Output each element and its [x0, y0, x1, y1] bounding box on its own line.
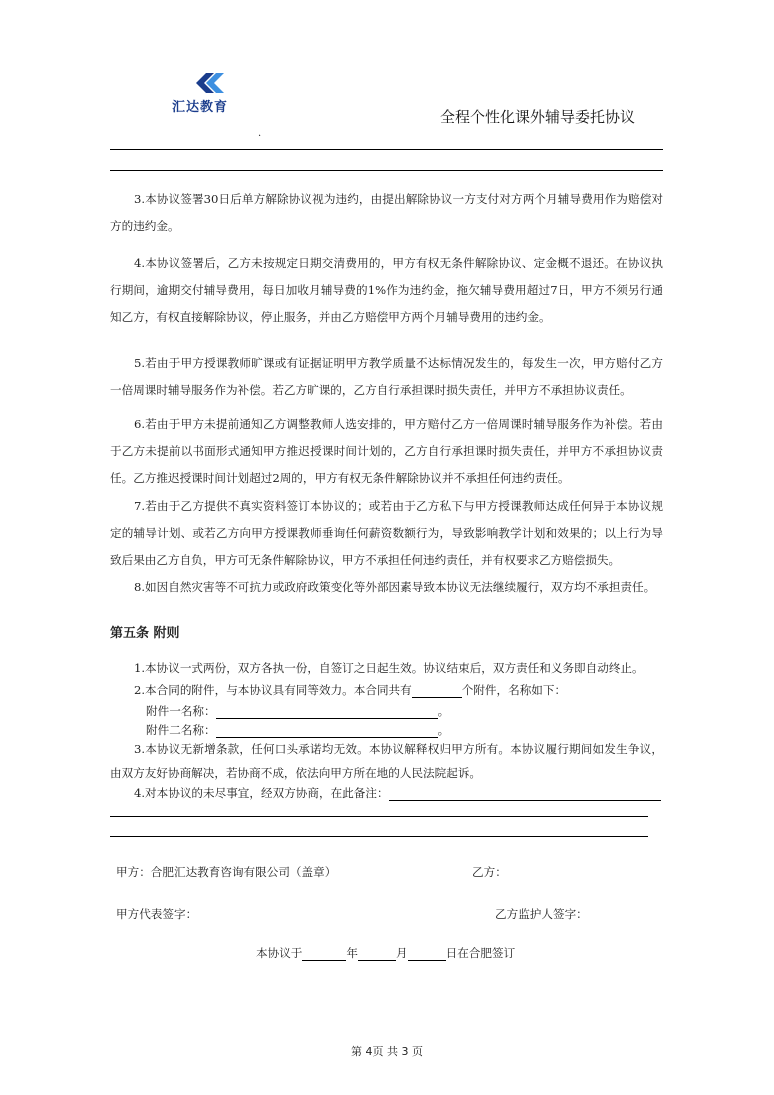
- appendix-item-1: 1.本协议一式两份，双方各执一份，自签订之日起生效。协议结束后，双方责任和义务即自动终止。: [134, 661, 644, 675]
- day-field[interactable]: [408, 947, 446, 961]
- page-number: 第 4页 共 3 页: [351, 1045, 423, 1058]
- attachment-count-field[interactable]: [412, 684, 462, 698]
- document-title: 全程个性化课外辅导委托协议: [440, 108, 636, 126]
- attachment-2-field[interactable]: [216, 724, 438, 738]
- clause-5: 5.若由于甲方授课教师旷课或有证据证明甲方教学质量不达标情况发生的，每发生一次，甲方赔付乙方一倍周课时辅导服务作为补偿。若乙方旷课的，乙方自行承担课时损失责任，并甲方不承担协议责任。: [110, 356, 663, 397]
- logo-text: 汇达教育: [172, 100, 229, 115]
- header-rule-top: [110, 149, 663, 150]
- remarks-line-3[interactable]: [110, 836, 648, 837]
- remarks-line-2[interactable]: [110, 816, 648, 817]
- clause-3: 3.本协议签署30日后单方解除协议视为违约，由提出解除协议一方支付对方两个月辅导费用作为赔偿对方的违约金。: [110, 192, 663, 233]
- party-b-guardian-signature: 乙方监护人签字：: [495, 907, 588, 921]
- party-b-label: 乙方：: [472, 865, 507, 879]
- party-a-label: 甲方：合肥汇达教育咨询有限公司（盖章）: [116, 865, 337, 879]
- header-dot: .: [258, 128, 262, 139]
- month-field[interactable]: [358, 947, 396, 961]
- attachment-2-row: 附件二名称： 。: [146, 723, 450, 737]
- company-logo: [170, 70, 250, 114]
- clause-8: 8.如因自然灾害等不可抗力或政府政策变化等外部因素导致本协议无法继续履行，双方均不承担责任。: [134, 580, 656, 594]
- remarks-field-1[interactable]: [389, 787, 661, 801]
- clause-7: 7.若由于乙方提供不真实资料签订本协议的；或若由于乙方私下与甲方授课教师达成任何异于本协议规定的辅导计划、或若乙方向甲方授课教师垂询任何薪资数额行为，导致影响教学计划和效果的；以上行为导致后果由乙方自负，甲方可无条件解除协议，甲方不承担任何违约责任，并有权要求乙方赔偿损失。: [110, 499, 663, 567]
- party-a-rep-signature: 甲方代表签字：: [116, 907, 198, 921]
- section-heading: 第五条 附则: [110, 626, 180, 641]
- appendix-item-3: 3.本协议无新增条款，任何口头承诺均无效。本协议解释权归甲方所有。本协议履行期间如发生争议，由双方友好协商解决，若协商不成，依法向甲方所在地的人民法院起诉。: [110, 742, 663, 780]
- attachment-1-field[interactable]: [216, 705, 438, 719]
- clause-6: 6.若由于甲方未提前通知乙方调整教师人选安排的，甲方赔付乙方一倍周课时辅导服务作为补偿。若由于乙方未提前以书面形式通知甲方推迟授课时间计划的，乙方自行承担课时损失责任，并甲方不承担协议责任。乙方推迟授课时间计划超过2周的，甲方有权无条件解除协议并不承担任何违约责任。: [110, 417, 663, 485]
- appendix-item-2: 2.本合同的附件，与本协议具有同等效力。本合同共有 个附件，名称如下：: [134, 683, 567, 697]
- attachment-1-row: 附件一名称： 。: [146, 704, 450, 718]
- signing-date: 本协议于 年 月 日在合肥签订: [256, 946, 516, 960]
- header-rule-bottom: [110, 170, 663, 171]
- clause-4: 4.本协议签署后，乙方未按规定日期交清费用的，甲方有权无条件解除协议、定金概不退还。在协议执行期间，逾期交付辅导费用，每日加收月辅导费的1%作为违约金，拖欠辅导费用超过7日，甲方不须另行通知乙方，有权直接解除协议，停止服务，并由乙方赔偿甲方两个月辅导费用的违约金。: [110, 256, 663, 324]
- logo-diamond-icon: [192, 70, 228, 96]
- year-field[interactable]: [302, 947, 346, 961]
- appendix-item-4: 4.对本协议的未尽事宜，经双方协商，在此备注：: [134, 785, 661, 801]
